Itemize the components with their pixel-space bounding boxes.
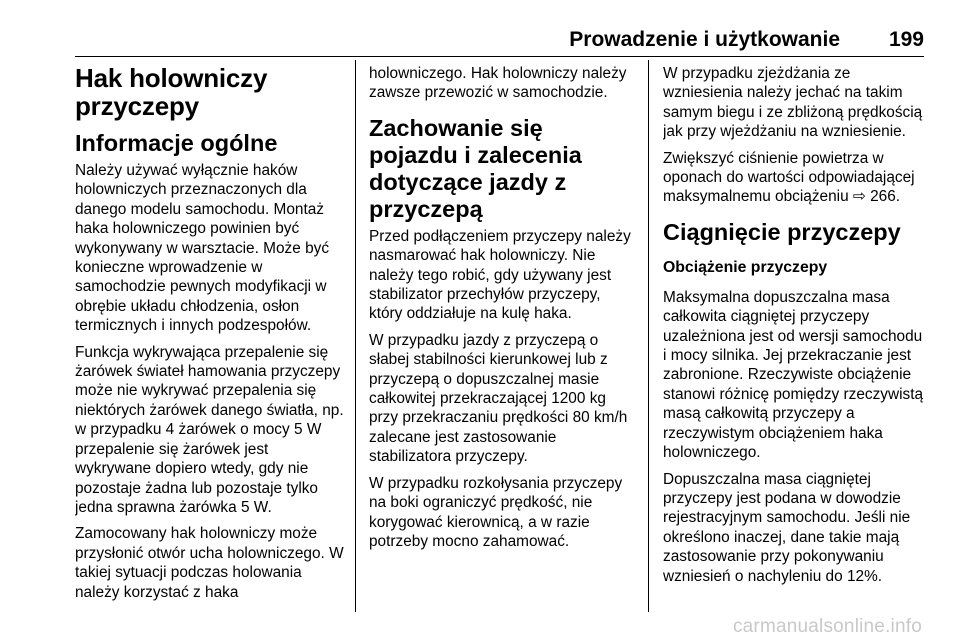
column-3 [663, 64, 929, 614]
paragraph: W przypadku jazdy z przyczepą o słabej stabilności kierunkowej lub z przyczepą o dopuszczalnej masie całkowitej przekraczającej 1200 kg przy przekraczaniu prędkości 80 km/h zalecane jest zastosowanie stabilizatora przyczepy. [369, 331, 628, 466]
section-heading-driving-behaviour: Zachowanie się pojazdu i zalecenia dotyczące jazdy z przyczepą [369, 114, 582, 222]
paragraph: Funkcja wykrywająca przepalenie się żarówek świateł hamowania przyczepy może nie wykrywać przepalenia się niektórych żarówek danego światła, np. w przypadku 4 żarówek o mocy 5 W przepalenie się żarówek jest wykrywane dopiero wtedy, gdy nie pozostaje żadna lub pozostaje tylko jedna sprawna żarówka 5 W. [75, 343, 344, 516]
column-1 [75, 64, 347, 614]
section-title: Prowadzenie i użytkowanie [569, 28, 840, 51]
subsection-heading-trailer-load: Obciążenie przyczepy [663, 258, 828, 276]
paragraph: holowniczego. Hak holowniczy należy zawsze przewozić w samochodzie. [369, 65, 627, 102]
paragraph: Maksymalna dopuszczalna masa całkowita ciągniętej przyczepy uzależniona jest od wersji samochodu i mocy silnika. Jej przekraczanie jest zabronione. Rzeczywiste obciążenie stanowi różnicę pomiędzy rzeczywistą masą całkowitą przyczepy a rzeczywistym obciążeniem haka holowniczego. [663, 288, 924, 462]
header-divider [75, 56, 924, 57]
paragraph: Przed podłączeniem przyczepy należy nasmarować hak holowniczy. Nie należy tego robić, gdy używany jest stabilizator przechyłów przyczepy, który oddziałuje na kulę haka. [369, 227, 631, 323]
page-header [0, 0, 960, 56]
chapter-heading: Hak holowniczy przyczepy [75, 64, 268, 121]
page-number: 199 [888, 28, 924, 51]
paragraph: Dopuszczalna masa ciągniętej przyczepy jest podana w dowodzie rejestracyjnym samochodu. Jeśli nie określono inaczej, dane takie mają zastosowanie przy pokonywaniu wzniesień o nachyleniu do 12%. [663, 470, 911, 585]
column-2 [369, 64, 635, 614]
section-heading-trailer-towing: Ciągnięcie przyczepy [663, 218, 901, 245]
column-divider-1 [355, 60, 356, 612]
paragraph-with-page-reference: Zwiększyć ciśnienie powietrza w oponach do wartości odpowiadającej maksymalnemu obciążeniu ⇨ 266. [663, 149, 915, 206]
watermark: carmanualsonline.info [732, 616, 922, 637]
column-divider-2 [648, 60, 649, 612]
paragraph: Zamocowany hak holowniczy może przysłonić otwór ucha holowniczego. W takiej sytuacji podczas holowania należy korzystać z haka [75, 525, 344, 601]
paragraph: W przypadku zjeżdżania ze wzniesienia należy jechać na takim samym biegu i ze zbliżoną prędkością jak przy wjeżdżaniu na wzniesienie. [663, 65, 923, 141]
section-heading-general-info: Informacje ogólne [75, 130, 278, 156]
paragraph: Należy używać wyłącznie haków holowniczych przeznaczonych dla danego modelu samochodu. Montaż haka holowniczego powinien być wykonywany w warsztacie. Może być konieczne wprowadzenie w samochodzie pewnych modyfikacji w obrębie układu chłodzenia, osłon termicznych i innych podzespołów. [75, 162, 330, 335]
paragraph: W przypadku rozkołysania przyczepy na boki ograniczyć prędkość, nie korygować kierownicą, a w razie potrzeby mocno zahamować. [369, 474, 623, 550]
